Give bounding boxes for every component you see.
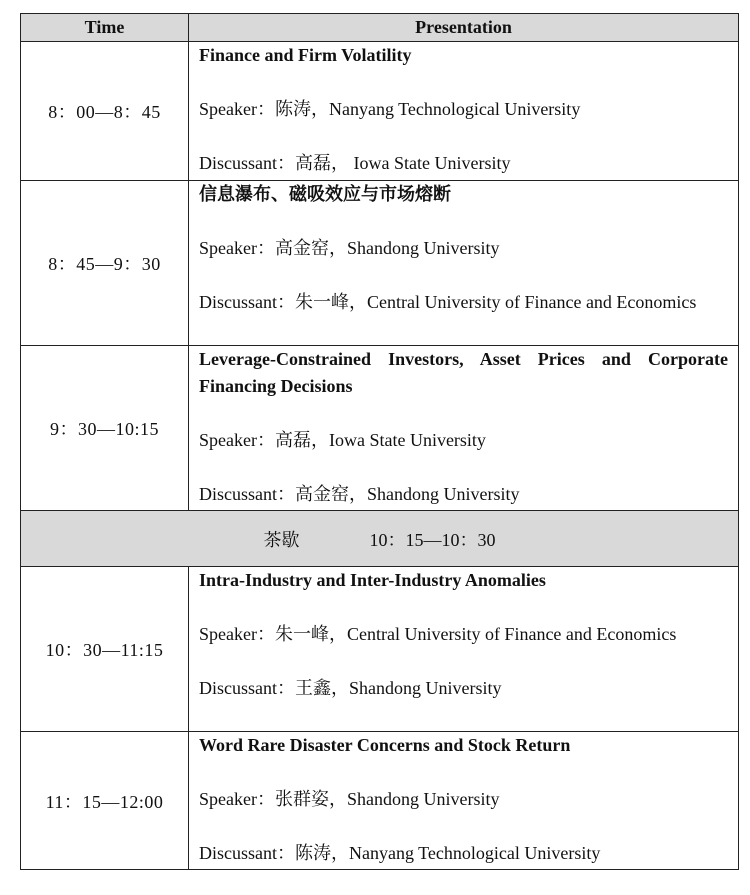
session-row [21, 732, 739, 870]
session-title: Intra-Industry and Inter-Industry Anomalies [199, 570, 546, 590]
tea-break-label: 茶歇 [263, 529, 300, 550]
session-discussant: Discussant：王鑫，Shandong University [199, 678, 502, 698]
session-discussant: Discussant：高磊， Iowa State University [199, 153, 511, 173]
session-row [21, 181, 739, 346]
schedule-table [20, 13, 739, 870]
session-time: 11：15—12:00 [21, 732, 189, 870]
session-time: 10：30—11:15 [21, 567, 189, 732]
session-title: Word Rare Disaster Concerns and Stock Return [199, 735, 571, 755]
session-presentation [189, 181, 739, 346]
session-presentation [189, 346, 739, 511]
session-row [21, 567, 739, 732]
session-speaker: Speaker：朱一峰，Central University of Finance and Economics [199, 624, 677, 644]
session-speaker: Speaker：高金窑，Shandong University [199, 238, 500, 258]
session-title: Finance and Firm Volatility [199, 45, 412, 65]
session-time: 8：45—9：30 [21, 181, 189, 346]
session-title: Leverage-Constrained Investors, Asset Prices and Corporate Financing Decisions [199, 349, 728, 396]
time-column-header: Time [21, 14, 189, 42]
tea-break-row [21, 511, 739, 567]
session-presentation [189, 567, 739, 732]
session-presentation [189, 732, 739, 870]
session-title: 信息瀑布、磁吸效应与市场熔断 [199, 184, 451, 204]
header-row [21, 14, 739, 42]
session-discussant: Discussant：朱一峰，Central University of Finance and Economics [199, 292, 697, 312]
session-speaker: Speaker：高磊，Iowa State University [199, 430, 486, 450]
session-discussant: Discussant：陈涛，Nanyang Technological University [199, 843, 601, 863]
session-presentation [189, 42, 739, 181]
session-speaker: Speaker：陈涛，Nanyang Technological University [199, 99, 581, 119]
session-row [21, 346, 739, 511]
session-time: 9：30—10:15 [21, 346, 189, 511]
session-discussant: Discussant：高金窑，Shandong University [199, 484, 520, 504]
presentation-column-header: Presentation [189, 14, 739, 42]
session-row [21, 42, 739, 181]
tea-break-cell [21, 511, 739, 567]
session-speaker: Speaker：张群姿，Shandong University [199, 789, 500, 809]
session-time: 8：00—8：45 [21, 42, 189, 181]
tea-break-time: 10：15—10：30 [369, 529, 496, 550]
